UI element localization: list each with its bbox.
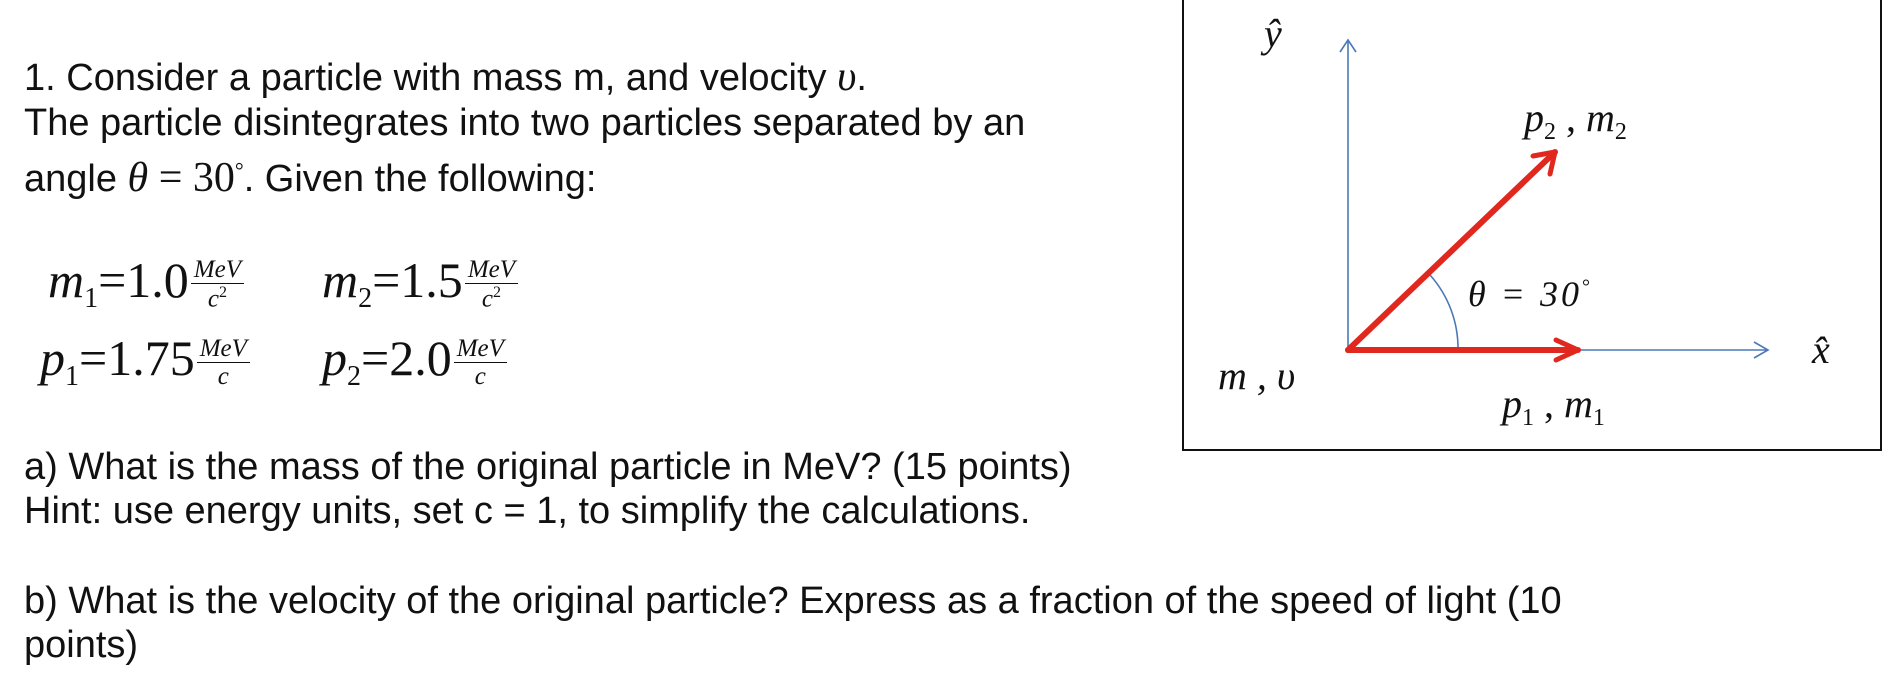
p2-symbol: p: [322, 330, 347, 386]
p2-unit-denominator: c: [474, 362, 486, 390]
p2-unit-numerator: MeV: [454, 336, 507, 363]
p2-label-m: m: [1586, 95, 1615, 140]
p1-label-p-sub: 1: [1522, 405, 1534, 431]
p2-value: =2.0: [361, 330, 452, 386]
hint-text: Hint: use energy units, set c = 1, to simplify the calculations.: [24, 490, 1031, 532]
m1-symbol: m: [48, 252, 85, 308]
x-hat-label: x̂: [1812, 327, 1830, 372]
m2-unit-den-power: 2: [492, 284, 501, 302]
p1-label-p: p: [1502, 381, 1522, 426]
p1-label-m: m: [1564, 381, 1593, 426]
p2-subscript: 2: [347, 361, 361, 392]
problem-line-1-end: .: [856, 57, 867, 99]
m1-value: =1.0: [98, 252, 189, 308]
p2-label-p-sub: 2: [1544, 119, 1556, 145]
p1-unit-denominator: c: [217, 362, 229, 390]
problem-line-3-start: angle: [24, 158, 128, 200]
p1-label-m-sub: 1: [1592, 405, 1605, 431]
p2-arrow: [1348, 152, 1555, 350]
m1-unit-numerator: MeV: [191, 257, 244, 284]
question-b-line-1: b) What is the velocity of the original particle? Express as a fraction of the speed of light (10: [24, 580, 1562, 622]
p1-value: =1.75: [79, 330, 195, 386]
m2-subscript: 2: [358, 283, 373, 314]
angle-label-text: θ = 30: [1468, 274, 1582, 314]
p2-m2-label: [1524, 95, 1627, 145]
p2-label-p: p: [1524, 95, 1544, 140]
angle-label-degree: °: [1581, 276, 1593, 298]
original-particle-label: m , υ: [1218, 353, 1296, 398]
p1-label-sep: ,: [1534, 381, 1564, 426]
problem-line-1: [24, 56, 867, 98]
p1-unit: [197, 336, 250, 392]
problem-line-2: The particle disintegrates into two particles separated by an: [24, 102, 1026, 144]
problem-line-3-end: . Given the following:: [243, 158, 597, 200]
p2-label-sep: ,: [1556, 95, 1586, 140]
angle-value: = 30: [148, 155, 235, 201]
p1-unit-numerator: MeV: [197, 336, 250, 363]
p1-subscript: 1: [65, 361, 79, 392]
problem-line-1-text: 1. Consider a particle with mass m, and velocity: [24, 57, 838, 99]
m1-unit: [191, 257, 244, 314]
y-hat-label: ŷ: [1264, 11, 1282, 56]
m2-value: =1.5: [372, 252, 463, 308]
given-m2: [322, 252, 518, 314]
angle-label: [1468, 276, 1593, 312]
m2-unit-denominator: [465, 284, 518, 314]
m1-subscript: 1: [84, 283, 99, 314]
theta-symbol: θ: [127, 155, 149, 201]
m2-unit: [465, 257, 518, 314]
given-p1: [40, 330, 250, 392]
p2-unit: [454, 336, 507, 392]
m1-unit-denominator: [191, 284, 244, 314]
decay-diagram: [1182, 0, 1882, 451]
problem-line-3: [24, 157, 596, 199]
given-p2: [322, 330, 507, 392]
degree-symbol: °: [234, 157, 244, 183]
p2-label-m-sub: 2: [1614, 119, 1627, 145]
question-a: a) What is the mass of the original particle in MeV? (15 points): [24, 446, 1072, 488]
m2-symbol: m: [322, 252, 359, 308]
given-m1: [48, 252, 244, 314]
p1-m1-label: [1502, 381, 1605, 431]
angle-arc: [1430, 275, 1458, 350]
question-b-line-2: points): [24, 624, 139, 666]
m1-unit-den-power: 2: [218, 284, 227, 302]
p1-symbol: p: [40, 330, 65, 386]
m2-unit-den-c: c: [481, 285, 493, 313]
m2-unit-numerator: MeV: [465, 257, 518, 284]
m1-unit-den-c: c: [207, 285, 219, 313]
velocity-symbol: υ: [837, 54, 857, 100]
